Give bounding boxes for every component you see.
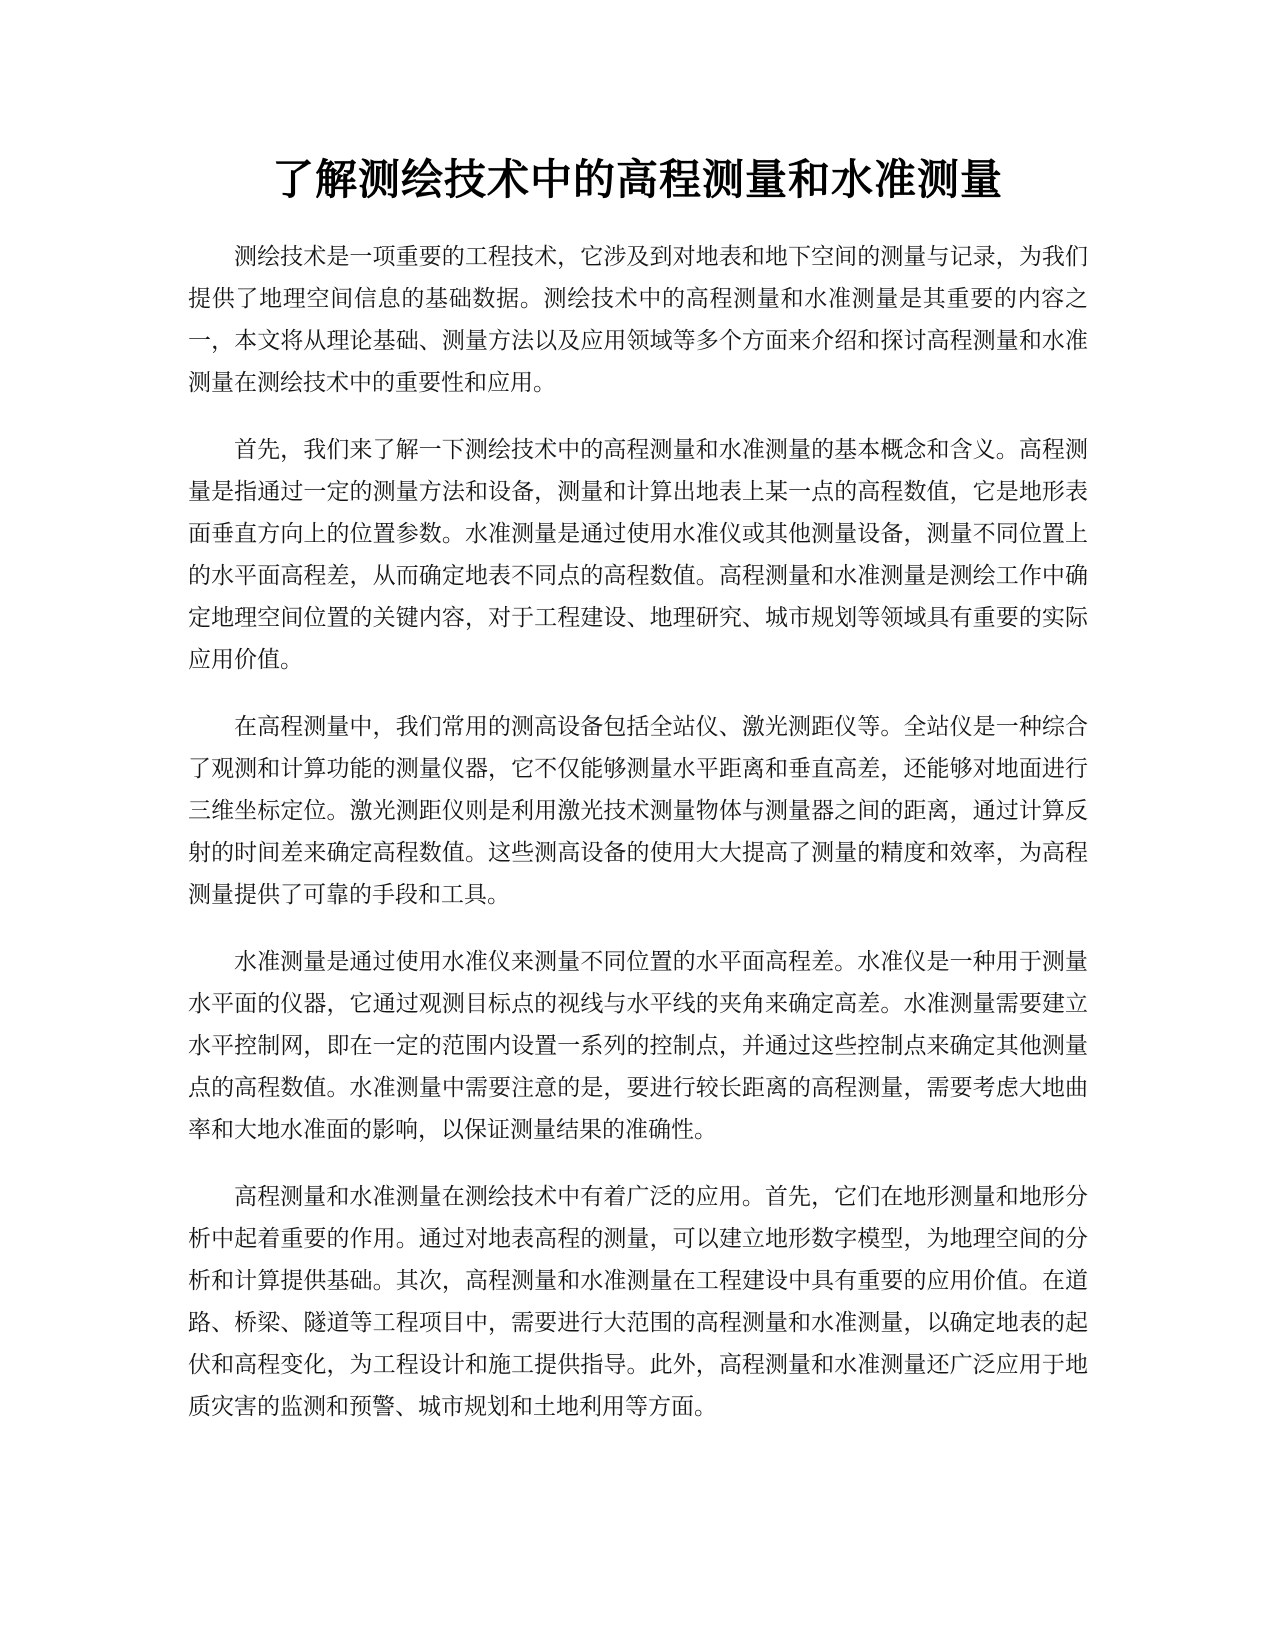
- paragraph-applications: 高程测量和水准测量在测绘技术中有着广泛的应用。首先，它们在地形测量和地形分析中起着重要的作用。通过对地表高程的测量，可以建立地形数字模型，为地理空间的分析和计算提供基础。其次，高程测量和水准测量在工程建设中具有重要的应用价值。在道路、桥梁、隧道等工程项目中，需要进行大范围的高程测量和水准测量，以确定地表的起伏和高程变化，为工程设计和施工提供指导。此外，高程测量和水准测量还广泛应用于地质灾害的监测和预警、城市规划和土地利用等方面。: [188, 1184, 1088, 1420]
- paragraph-elevation-equipment: 在高程测量中，我们常用的测高设备包括全站仪、激光测距仪等。全站仪是一种综合了观测和计算功能的测量仪器，它不仅能够测量水平距离和垂直高差，还能够对地面进行三维坐标定位。激光测距仪则是利用激光技术测量物体与测量器之间的距离，通过计算反射的时间差来确定高程数值。这些测高设备的使用大大提高了测量的精度和效率，为高程测量提供了可靠的手段和工具。: [188, 714, 1088, 908]
- document-body: [188, 236, 1088, 1453]
- document-title: 了解测绘技术中的高程测量和水准测量: [271, 155, 1003, 204]
- paragraph-leveling: 水准测量是通过使用水准仪来测量不同位置的水平面高程差。水准仪是一种用于测量水平面的仪器，它通过观测目标点的视线与水平线的夹角来确定高差。水准测量需要建立水平控制网，即在一定的范围内设置一系列的控制点，并通过这些控制点来确定其他测量点的高程数值。水准测量中需要注意的是，要进行较长距离的高程测量，需要考虑大地曲率和大地水准面的影响，以保证测量结果的准确性。: [188, 949, 1088, 1143]
- paragraph-intro: 测绘技术是一项重要的工程技术，它涉及到对地表和地下空间的测量与记录，为我们提供了地理空间信息的基础数据。测绘技术中的高程测量和水准测量是其重要的内容之一，本文将从理论基础、测量方法以及应用领域等多个方面来介绍和探讨高程测量和水准测量在测绘技术中的重要性和应用。: [188, 244, 1088, 396]
- paragraph-concepts: 首先，我们来了解一下测绘技术中的高程测量和水准测量的基本概念和含义。高程测量是指通过一定的测量方法和设备，测量和计算出地表上某一点的高程数值，它是地形表面垂直方向上的位置参数。水准测量是通过使用水准仪或其他测量设备，测量不同位置上的水平面高程差，从而确定地表不同点的高程数值。高程测量和水准测量是测绘工作中确定地理空间位置的关键内容，对于工程建设、地理研究、城市规划等领域具有重要的实际应用价值。: [188, 437, 1088, 673]
